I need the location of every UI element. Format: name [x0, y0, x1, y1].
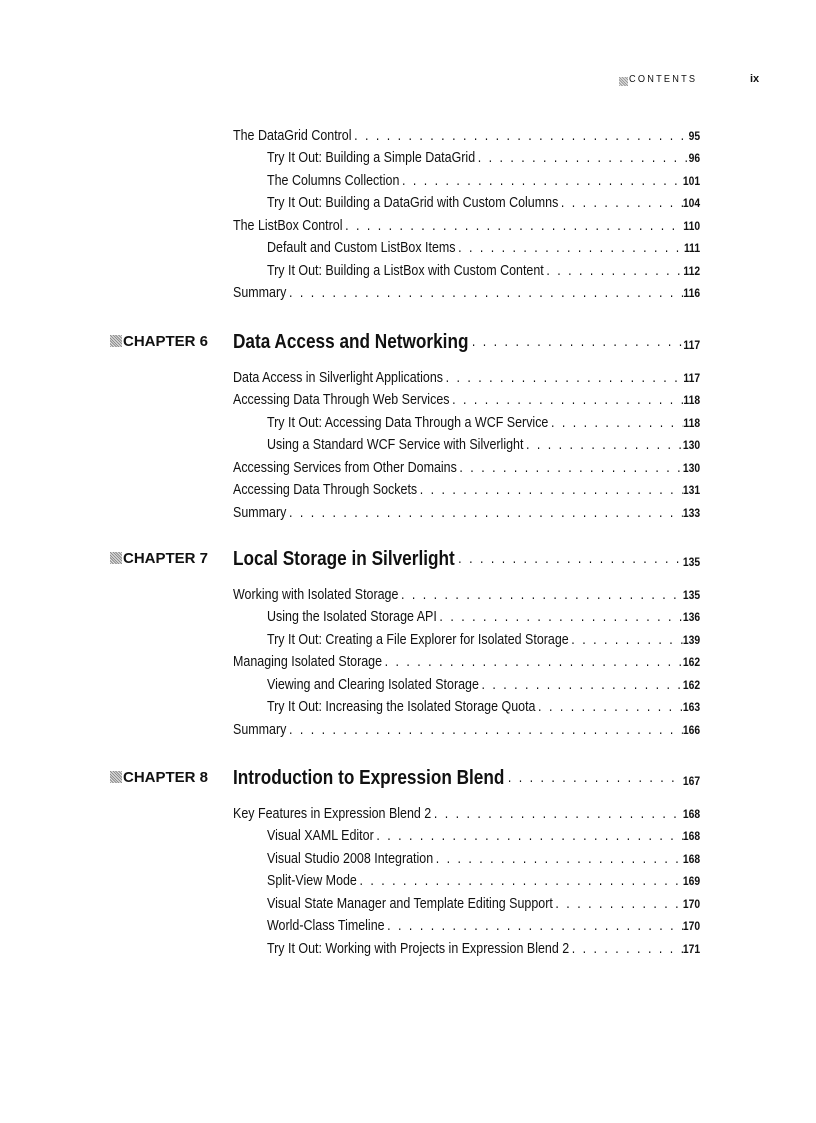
- dot-leader: [437, 607, 683, 627]
- toc-entry-page: 118: [683, 415, 701, 430]
- dot-leader: [431, 804, 683, 824]
- dot-leader: [399, 171, 682, 191]
- toc-entry-title: Try It Out: Building a DataGrid with Custom Columns: [267, 195, 559, 212]
- dot-leader: [553, 894, 683, 914]
- toc-entry-page: 170: [682, 919, 701, 934]
- toc-entry[interactable]: [267, 916, 700, 936]
- toc-entry-title: The DataGrid Control: [233, 128, 352, 144]
- toc-entry-page: 171: [682, 941, 701, 956]
- toc-entry-page: 168: [682, 807, 701, 821]
- toc-entry-title: Split-View Mode: [267, 873, 357, 890]
- dot-leader: [417, 480, 683, 500]
- toc-entry-title: The Columns Collection: [267, 172, 400, 189]
- chapter-title: Introduction to Expression Blend: [233, 767, 505, 789]
- toc-entry[interactable]: [267, 871, 700, 891]
- dot-leader: [433, 849, 683, 869]
- toc-entry-page: 118: [683, 393, 701, 408]
- chapter-label-text: CHAPTER 8: [123, 769, 209, 786]
- toc-entry-title: Accessing Data Through Web Services: [233, 392, 450, 409]
- dot-leader: [385, 916, 683, 936]
- chapter-title-row[interactable]: [233, 765, 700, 791]
- toc-entry-page: 131: [682, 483, 701, 498]
- toc-entry[interactable]: [267, 697, 700, 717]
- toc-entry[interactable]: [233, 480, 700, 500]
- toc-entry-title: Data Access in Silverlight Applications: [233, 370, 444, 386]
- toc-entry[interactable]: [233, 216, 700, 236]
- toc-entry[interactable]: [267, 261, 700, 281]
- toc-entry-title: Accessing Data Through Sockets: [233, 482, 418, 499]
- toc-entry[interactable]: [267, 413, 700, 433]
- toc-entry[interactable]: [267, 435, 700, 455]
- dot-leader: [457, 458, 683, 478]
- toc-entry-page: 133: [682, 505, 701, 520]
- dot-leader: [374, 826, 683, 846]
- chapter-title-row[interactable]: [233, 329, 700, 355]
- dot-leader: [569, 939, 683, 959]
- dot-leader: [535, 697, 682, 717]
- toc-entry-title: Try It Out: Accessing Data Through a WCF Service: [267, 414, 549, 431]
- toc-entry-page: 95: [688, 129, 701, 143]
- chapter-block-icon: [110, 552, 122, 564]
- toc-entry-title: The ListBox Control: [233, 217, 343, 234]
- toc-entry-page: 169: [682, 874, 701, 889]
- toc-entry-page: 168: [682, 851, 701, 866]
- toc-entry-title: Accessing Services from Other Domains: [233, 459, 457, 476]
- chapter-page: 117: [683, 338, 701, 352]
- toc-entry[interactable]: [233, 720, 700, 740]
- toc-entry-page: 110: [683, 218, 701, 233]
- toc-entry-page: 136: [682, 610, 701, 625]
- toc-entry-page: 163: [682, 700, 701, 715]
- toc-entry-page: 168: [682, 829, 701, 844]
- toc-entry-title: Try It Out: Building a ListBox with Custom Content: [267, 262, 544, 279]
- toc-entry-page: 139: [682, 632, 701, 647]
- toc-entry[interactable]: [233, 652, 700, 672]
- toc-entry-title: Try It Out: Creating a File Explorer for Isolated Storage: [267, 631, 569, 648]
- toc-entry-page: 116: [683, 286, 701, 301]
- toc-entry[interactable]: [233, 585, 700, 605]
- dot-leader: [443, 368, 683, 388]
- dot-leader: [479, 675, 683, 695]
- toc-entry-title: Try It Out: Working with Projects in Expression Blend 2: [267, 940, 570, 957]
- dot-leader: [286, 283, 683, 303]
- chapter-block-icon: [110, 335, 122, 347]
- chapter-title: Local Storage in Silverlight: [233, 548, 455, 570]
- toc-entry-title: Working with Isolated Storage: [233, 587, 399, 603]
- toc-entry[interactable]: [267, 939, 700, 959]
- toc-entry-title: Using a Standard WCF Service with Silverlight: [267, 437, 524, 454]
- toc-entry-title: Visual XAML Editor: [267, 828, 374, 845]
- header-section-title: CONTENTS: [629, 74, 698, 85]
- toc-entry[interactable]: [233, 126, 700, 146]
- toc-entry[interactable]: [233, 503, 700, 523]
- toc-entry-title: Try It Out: Building a Simple DataGrid: [267, 150, 476, 167]
- toc-entry-title: Visual Studio 2008 Integration: [267, 850, 434, 867]
- toc-entry-page: 130: [682, 438, 701, 453]
- chapter-label-text: CHAPTER 7: [123, 550, 209, 567]
- toc-entry-title: Summary: [233, 285, 287, 302]
- toc-entry-title: Summary: [233, 504, 287, 521]
- toc-entry[interactable]: [267, 849, 700, 869]
- toc-entry[interactable]: [233, 804, 700, 824]
- dot-leader: [544, 261, 684, 281]
- dot-leader: [468, 329, 683, 358]
- toc-entry-page: 166: [682, 722, 701, 737]
- dot-leader: [548, 413, 683, 433]
- toc-entry[interactable]: [267, 148, 700, 168]
- dot-leader: [449, 390, 683, 410]
- chapter-page: 167: [682, 774, 701, 788]
- dot-leader: [504, 765, 682, 794]
- chapter-label: [110, 547, 208, 571]
- header-page-number: ix: [750, 73, 760, 85]
- dot-leader: [456, 238, 684, 258]
- chapter-block-icon: [110, 771, 122, 783]
- toc-entry-page: 96: [688, 151, 701, 166]
- toc-entry-page: 162: [682, 655, 701, 670]
- chapter-label-text: CHAPTER 6: [123, 333, 209, 350]
- dot-leader: [286, 720, 682, 740]
- dot-leader: [569, 630, 683, 650]
- toc-entry[interactable]: [267, 894, 700, 914]
- toc-entry-title: World-Class Timeline: [267, 918, 385, 935]
- dot-leader: [398, 585, 682, 605]
- chapter-label: [110, 766, 208, 790]
- toc-entry-title: Viewing and Clearing Isolated Storage: [267, 676, 479, 693]
- toc-entry-title: Managing Isolated Storage: [233, 654, 383, 671]
- running-header: [0, 73, 816, 91]
- toc-entry[interactable]: [267, 238, 700, 258]
- dot-leader: [455, 546, 683, 575]
- toc-entry[interactable]: [267, 630, 700, 650]
- dot-leader: [523, 435, 682, 455]
- toc-entry-page: 162: [682, 677, 701, 692]
- dot-leader: [286, 503, 682, 523]
- dot-leader: [475, 148, 688, 168]
- toc-entry-title: Summary: [233, 721, 287, 738]
- toc-entry-title: Key Features in Expression Blend 2: [233, 806, 432, 822]
- dot-leader: [382, 652, 683, 672]
- chapter-title: Data Access and Networking: [233, 331, 469, 353]
- toc-entry[interactable]: [267, 171, 700, 191]
- toc-entry-page: 170: [682, 896, 701, 911]
- toc-entry[interactable]: [267, 193, 700, 213]
- toc-entry-title: Default and Custom ListBox Items: [267, 240, 456, 257]
- toc-entry-page: 101: [682, 173, 701, 188]
- toc-entry-page: 117: [683, 371, 701, 385]
- chapter-page: 135: [682, 555, 701, 569]
- toc-entry[interactable]: [233, 390, 700, 410]
- toc-entry[interactable]: [233, 283, 700, 303]
- dot-leader: [357, 871, 683, 891]
- toc-entry[interactable]: [233, 458, 700, 478]
- dot-leader: [352, 126, 689, 146]
- dot-leader: [558, 193, 683, 213]
- toc-entry-page: 135: [682, 588, 701, 602]
- toc-entry[interactable]: [267, 607, 700, 627]
- chapter-label: [110, 330, 208, 354]
- toc-entry[interactable]: [267, 826, 700, 846]
- toc-entry[interactable]: [267, 675, 700, 695]
- header-block-icon: [619, 77, 628, 86]
- toc-entry-page: 130: [682, 460, 701, 475]
- chapter-title-row[interactable]: [233, 546, 700, 572]
- toc-entry-title: Visual State Manager and Template Editing Support: [267, 895, 553, 912]
- toc-entry[interactable]: [233, 368, 700, 388]
- toc-entry-page: 111: [683, 241, 701, 256]
- dot-leader: [343, 216, 684, 236]
- toc-entry-page: 112: [683, 263, 701, 278]
- toc-entry-title: Using the Isolated Storage API: [267, 609, 437, 626]
- toc-entry-page: 104: [682, 196, 701, 211]
- toc-entry-title: Try It Out: Increasing the Isolated Storage Quota: [267, 699, 536, 716]
